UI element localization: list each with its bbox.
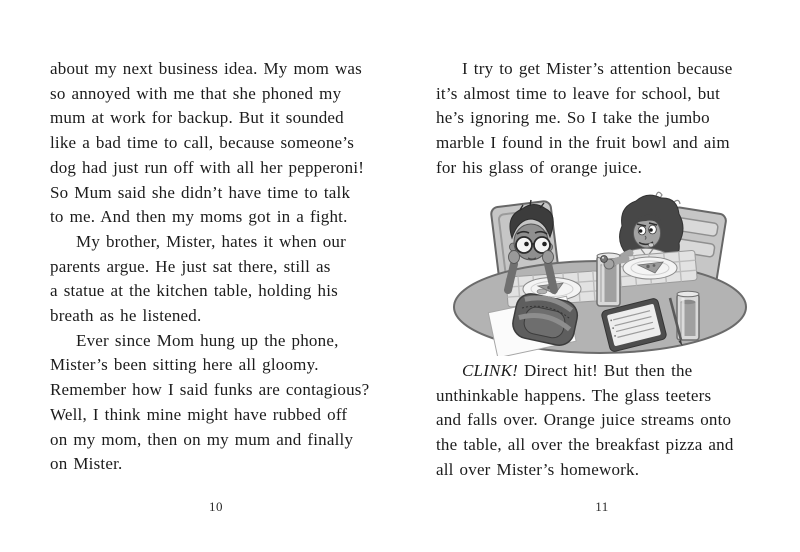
paragraph xyxy=(50,230,386,329)
text-line: so annoyed with me that she phoned my xyxy=(50,83,342,103)
sound-effect-text: CLINK! xyxy=(462,361,518,380)
text-line: mum at work for backup. But it sounded xyxy=(50,108,344,128)
page-number-right: 11 xyxy=(595,499,609,514)
text-line: on Mister. xyxy=(50,454,123,474)
text-line: My brother, Mister, hates it when our xyxy=(76,231,346,251)
text-line: about my next business idea. My mom was xyxy=(50,59,362,78)
text-line: it’s almost time to leave for school, but xyxy=(436,83,721,103)
text-line: for his glass of orange juice. xyxy=(436,157,643,177)
text-line: marble I found in the fruit bowl and aim xyxy=(436,133,730,153)
text-line: dog had just run off with all her pepperoni! xyxy=(50,157,365,177)
kitchen-table-illustration xyxy=(450,186,772,356)
text-line: like a bad time to call, because someone’s xyxy=(50,133,355,153)
left-page-text xyxy=(50,57,386,477)
text-line xyxy=(436,359,772,384)
text-line: Well, I think mine might have rubbed off xyxy=(50,404,348,424)
text-line: unthinkable happens. The glass teeters xyxy=(436,385,712,405)
text-line: a statue at the kitchen table, holding his xyxy=(50,281,338,301)
paragraph xyxy=(436,359,772,483)
illustration-svg xyxy=(450,186,772,356)
text-line: the table, all over the breakfast pizza and xyxy=(436,435,734,455)
text-line: breath as he listened. xyxy=(50,306,202,326)
text-line: Remember how I said funks are contagious? xyxy=(50,380,370,400)
right-page-text-bottom xyxy=(436,359,772,483)
text-line: So Mum said she didn’t have time to talk xyxy=(50,182,351,202)
page-number-left: 10 xyxy=(209,499,223,514)
paragraph xyxy=(436,57,772,181)
plate-right xyxy=(623,257,677,279)
text-line: and falls over. Orange juice streams onto xyxy=(436,410,732,430)
text-line: I try to get Mister’s attention because xyxy=(462,59,733,78)
text-line: all over Mister’s homework. xyxy=(436,459,640,479)
right-page-text-top xyxy=(436,57,772,181)
text-line: to me. And then my moms got in a fight. xyxy=(50,207,348,227)
text-line: Mister’s been sitting here all gloomy. xyxy=(50,355,319,375)
text-line: on my mom, then on my mum and finally xyxy=(50,429,354,449)
paragraph xyxy=(50,329,386,477)
text-line: Ever since Mom hung up the phone, xyxy=(76,330,339,350)
text-segment: Direct hit! But then the xyxy=(518,361,693,380)
text-line: he’s ignoring me. So I take the jumbo xyxy=(436,108,710,128)
text-line: parents argue. He just sat there, still as xyxy=(50,256,331,276)
paragraph xyxy=(50,57,386,230)
